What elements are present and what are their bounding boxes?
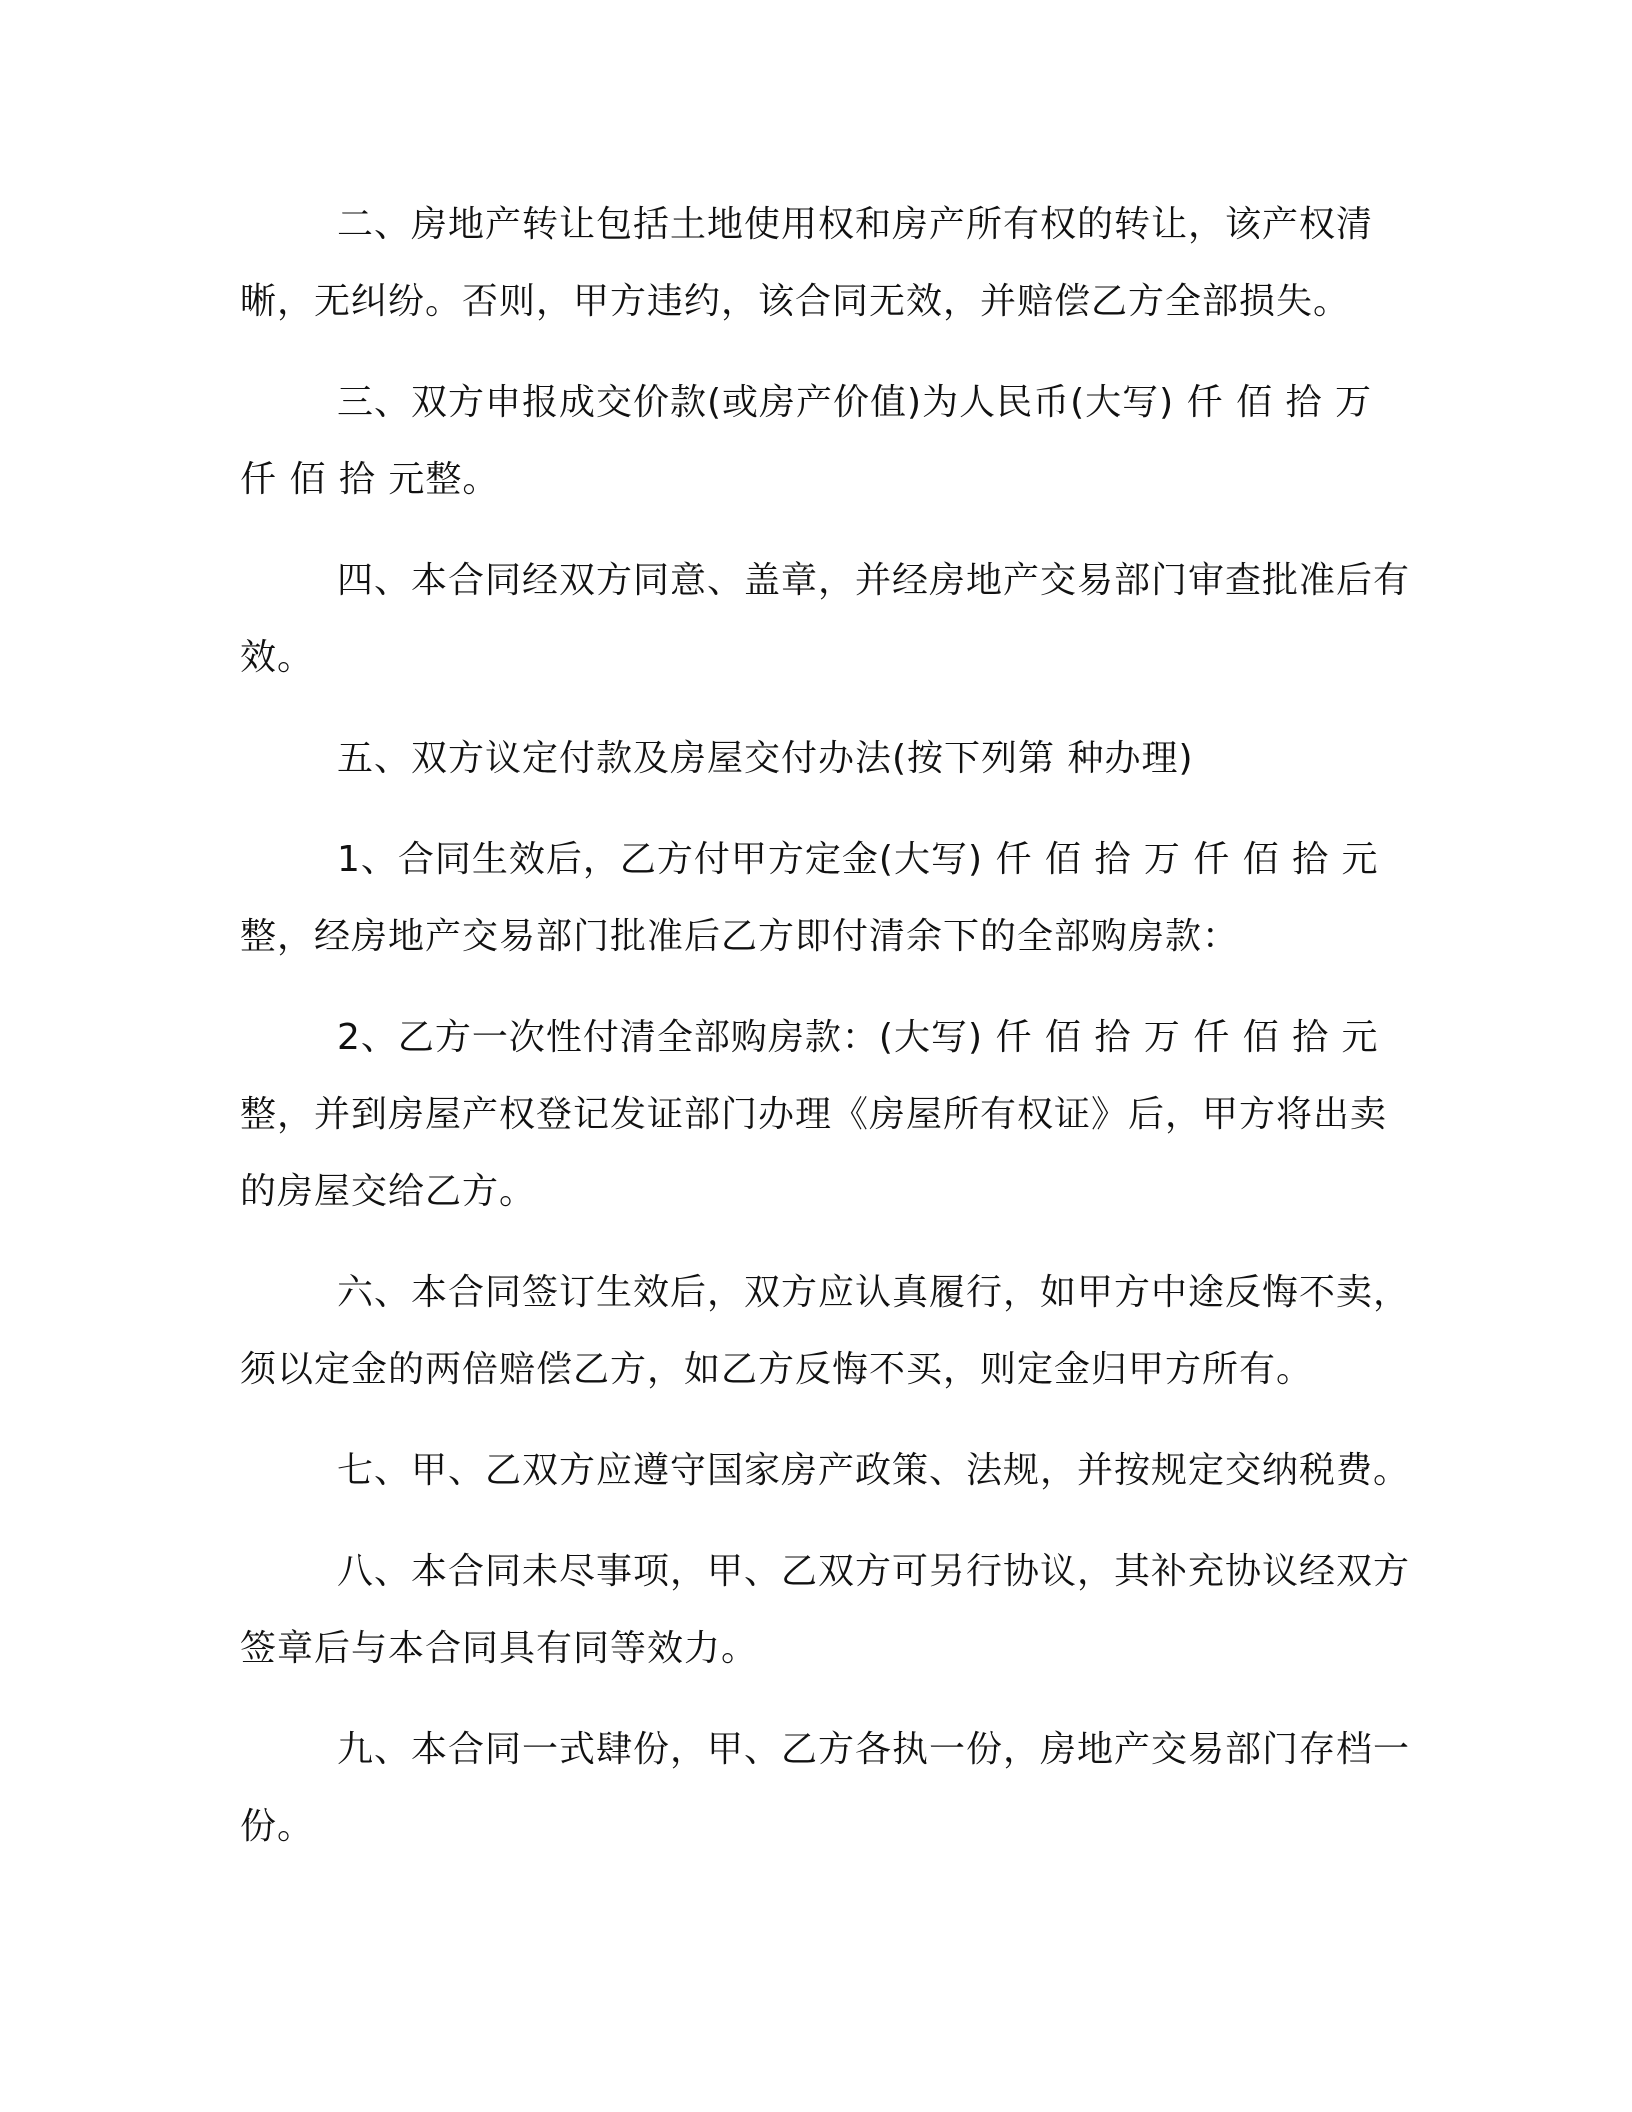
clause-3: 三、双方申报成交价款(或房产价值)为人民币(大写) 仟 佰 拾 万 仟 佰 拾 元整。 <box>240 382 1372 500</box>
clause-5: 五、双方议定付款及房屋交付办法(按下列第 种办理) <box>337 738 1194 779</box>
clause-5-item-1: 1、合同生效后，乙方付甲方定金(大写) 仟 佰 拾 万 仟 佰 拾 元整，经房地产交易部门批准后乙方即付清余下的全部购房款： <box>240 839 1379 957</box>
clause-4: 四、本合同经双方同意、盖章，并经房地产交易部门审查批准后有效。 <box>240 560 1411 678</box>
clause-5-item-2: 2、乙方一次性付清全部购房款：(大写) 仟 佰 拾 万 仟 佰 拾 元整，并到房屋产权登记发证部门办理《房屋所有权证》后，甲方将出卖的房屋交给乙方。 <box>240 1017 1388 1212</box>
clause-8: 八、本合同未尽事项，甲、乙双方可另行协议，其补充协议经双方签章后与本合同具有同等效力。 <box>240 1551 1411 1669</box>
contract-body <box>240 186 1416 1865</box>
clause-6: 六、本合同签订生效后，双方应认真履行，如甲方中途反悔不卖，须以定金的两倍赔偿乙方，如乙方反悔不买，则定金归甲方所有。 <box>240 1272 1411 1390</box>
clause-7: 七、甲、乙双方应遵守国家房产政策、法规，并按规定交纳税费。 <box>337 1450 1411 1491</box>
clause-2: 二、房地产转让包括土地使用权和房产所有权的转让，该产权清晰，无纠纷。否则，甲方违约，该合同无效，并赔偿乙方全部损失。 <box>240 204 1374 322</box>
clause-9: 九、本合同一式肆份，甲、乙方各执一份，房地产交易部门存档一份。 <box>240 1729 1411 1847</box>
